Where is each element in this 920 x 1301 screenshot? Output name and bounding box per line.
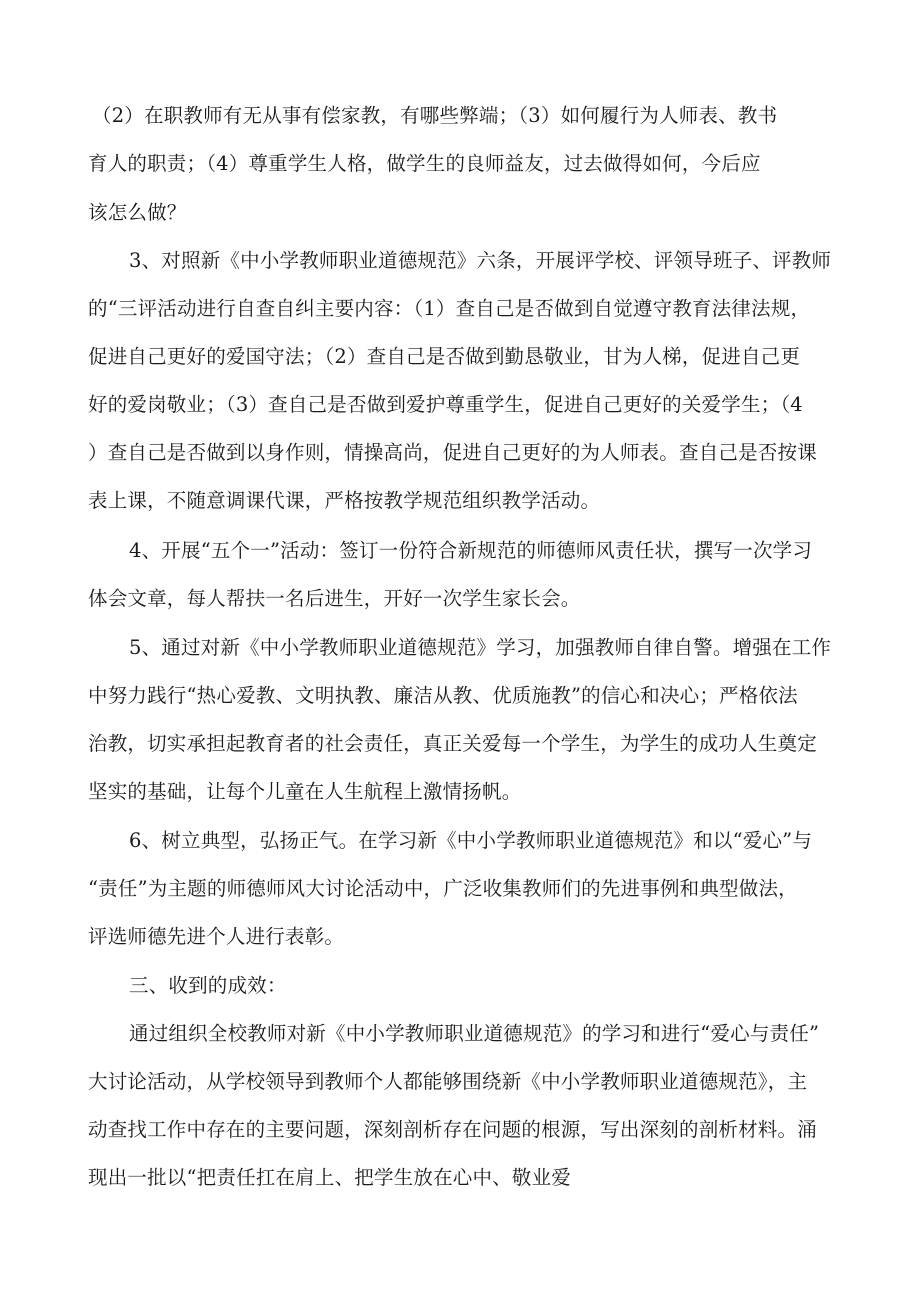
- text-line: “责任”为主题的师德师风大讨论活动中，广泛收集教师们的先进事例和典型做法，: [88, 877, 798, 900]
- text-line: 治教，切实承担起教育者的社会责任，真正关爱每一个学生，为学生的成功人生奠定: [88, 732, 817, 755]
- text-line: 该怎么做？: [88, 201, 187, 224]
- text-line: 大讨论活动，从学校领导到教师个人都能够围绕新《中小学教师职业道德规范》，主: [88, 1070, 808, 1093]
- text-line: （2）在职教师有无从事有偿家教，有哪些弊端；（3）如何履行为人师表、教书: [92, 104, 778, 127]
- text-line: 中努力践行“热心爱教、文明执教、廉洁从教、优质施教”的信心和决心；严格依法: [88, 684, 798, 707]
- text-line: 好的爱岗敬业；（3）查自己是否做到爱护尊重学生，促进自己更好的关爱学生；（4: [88, 393, 803, 416]
- text-line: 表上课，不随意调课代课，严格按教学规范组织教学活动。: [88, 489, 601, 512]
- text-line: 促进自己更好的爱国守法；（2）查自己是否做到勤恳敬业，甘为人梯，促进自己更: [88, 345, 801, 368]
- text-line: 5、通过对新《中小学教师职业道德规范》学习，加强教师自律自警。增强在工作: [129, 636, 832, 659]
- text-line: 动查找工作中存在的主要问题，深刻剖析存在问题的根源，写出深刻的剖析材料。涌: [88, 1118, 817, 1141]
- text-line: 现出一批以“把责任扛在肩上、把学生放在心中、敬业爱: [88, 1166, 571, 1189]
- text-line: 评选师德先进个人进行表彰。: [88, 925, 345, 948]
- text-line: 坚实的基础，让每个儿童在人生航程上激情扬帆。: [88, 780, 522, 803]
- text-line: 育人的职责；（4）尊重学生人格，做学生的良师益友，过去做得如何，今后应: [88, 152, 761, 175]
- text-line: 的“三评活动进行自查自纠主要内容：（1）查自己是否做到自觉遵守教育法律法规，: [88, 297, 811, 320]
- text-line: ）查自己是否做到以身作则，情操高尚，促进自己更好的为人师表。查自己是否按课: [88, 441, 817, 464]
- section-heading: 三、收到的成效：: [129, 974, 287, 997]
- text-line: 体会文章，每人帮扶一名后进生，开好一次学生家长会。: [88, 587, 581, 610]
- text-line: 6、树立典型，弘扬正气。在学习新《中小学教师职业道德规范》和以“爱心”与: [129, 829, 813, 852]
- text-line: 3、对照新《中小学教师职业道德规范》六条，开展评学校、评领导班子、评教师: [129, 249, 832, 272]
- text-line: 4、开展“五个一”活动：签订一份符合新规范的师德师风责任状，撰写一次学习: [129, 539, 813, 562]
- text-line: 通过组织全校教师对新《中小学教师职业道德规范》的学习和进行“爱心与责任”: [129, 1022, 820, 1045]
